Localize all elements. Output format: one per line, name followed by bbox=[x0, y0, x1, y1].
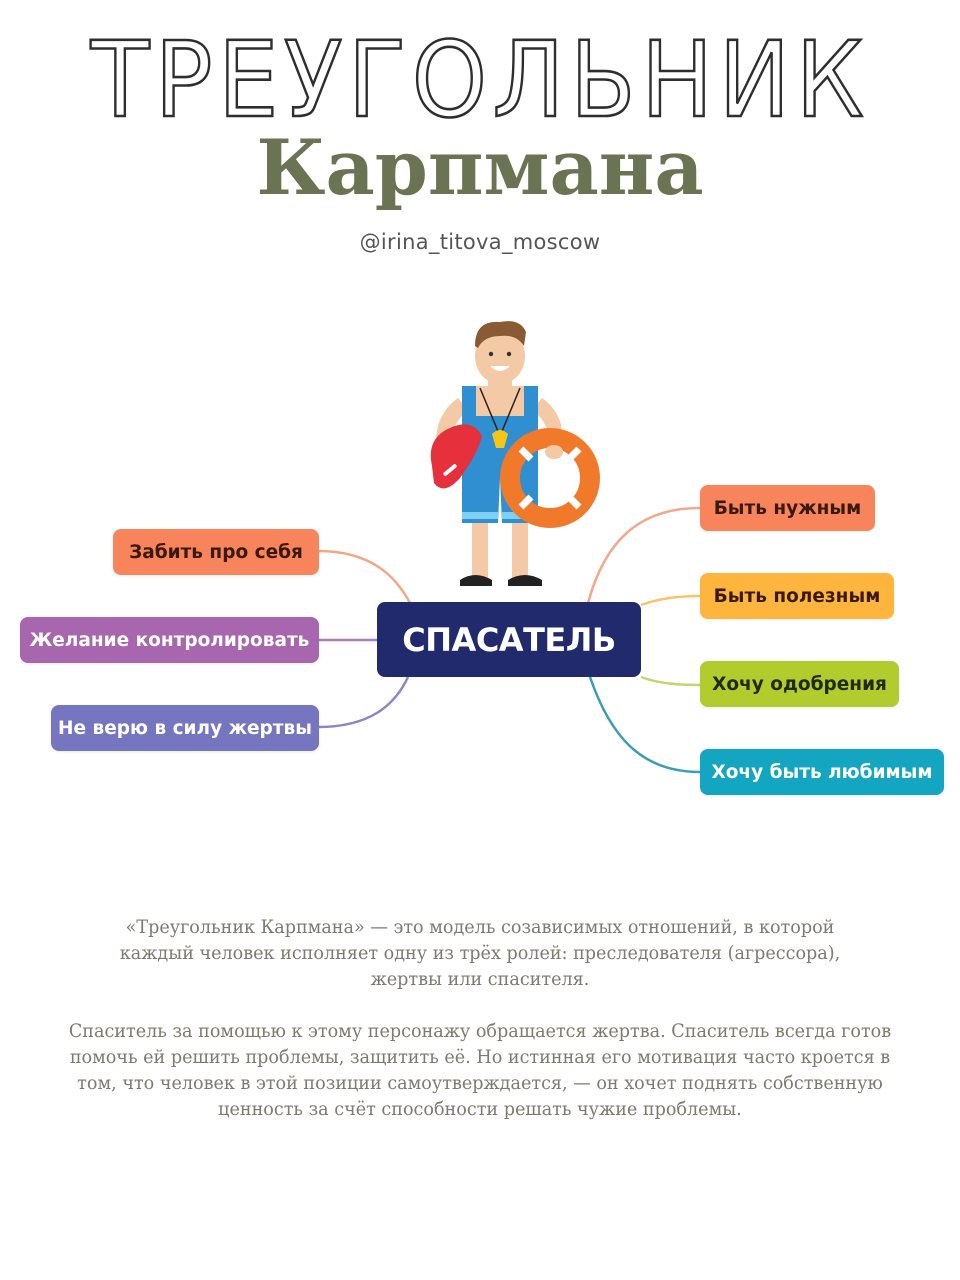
node-disbelief-victim bbox=[51, 705, 319, 751]
lifeguard-icon bbox=[420, 318, 610, 593]
center-node-rescuer: СПАСАТЕЛЬ bbox=[377, 602, 641, 677]
node-desire-control bbox=[20, 617, 319, 663]
connector-right-3 bbox=[641, 677, 700, 685]
node-label: Быть нужным bbox=[713, 497, 862, 519]
node-be-useful bbox=[700, 573, 894, 619]
connector-right-4 bbox=[590, 677, 700, 772]
node-label: Желание контролировать bbox=[29, 629, 310, 651]
node-ignore-self bbox=[113, 529, 319, 575]
page-title-sub: Карпмана bbox=[256, 123, 704, 212]
connector-left-3 bbox=[318, 677, 408, 727]
node-label: Забить про себя bbox=[129, 541, 303, 563]
author-handle: @irina_titova_moscow bbox=[359, 230, 601, 254]
node-label: Хочу одобрения bbox=[712, 673, 887, 695]
paragraph-rescuer: Спаситель за помощью к этому персонажу обращается жертва. Спаситель всегда готов помочь ей решить проблемы, защитить её. Но истинная его мотивация часто кроется в том, что человек в этой позиции самоутверждается, — он хочет поднять собственную ценность за счёт способности решать чужие проблемы. bbox=[68, 1021, 892, 1120]
node-want-approval bbox=[700, 661, 899, 707]
title-top-text: ТРЕУГОЛЬНИК bbox=[90, 19, 870, 141]
node-be-needed bbox=[700, 485, 875, 531]
node-label: Быть полезным bbox=[713, 585, 881, 607]
node-label: Не верю в силу жертвы bbox=[58, 717, 312, 739]
paragraph-definition: «Треугольник Карпмана» — это модель созависимых отношений, в которой каждый человек исполняет одну из трёх ролей: преследователя (агрессора), жертвы или спасителя. bbox=[119, 917, 841, 990]
connector-right-2 bbox=[641, 596, 700, 605]
lifeguard-illustration bbox=[420, 318, 610, 593]
node-label: Хочу быть любимым bbox=[711, 761, 933, 783]
connector-left-1 bbox=[318, 551, 410, 603]
node-want-love bbox=[700, 749, 944, 795]
